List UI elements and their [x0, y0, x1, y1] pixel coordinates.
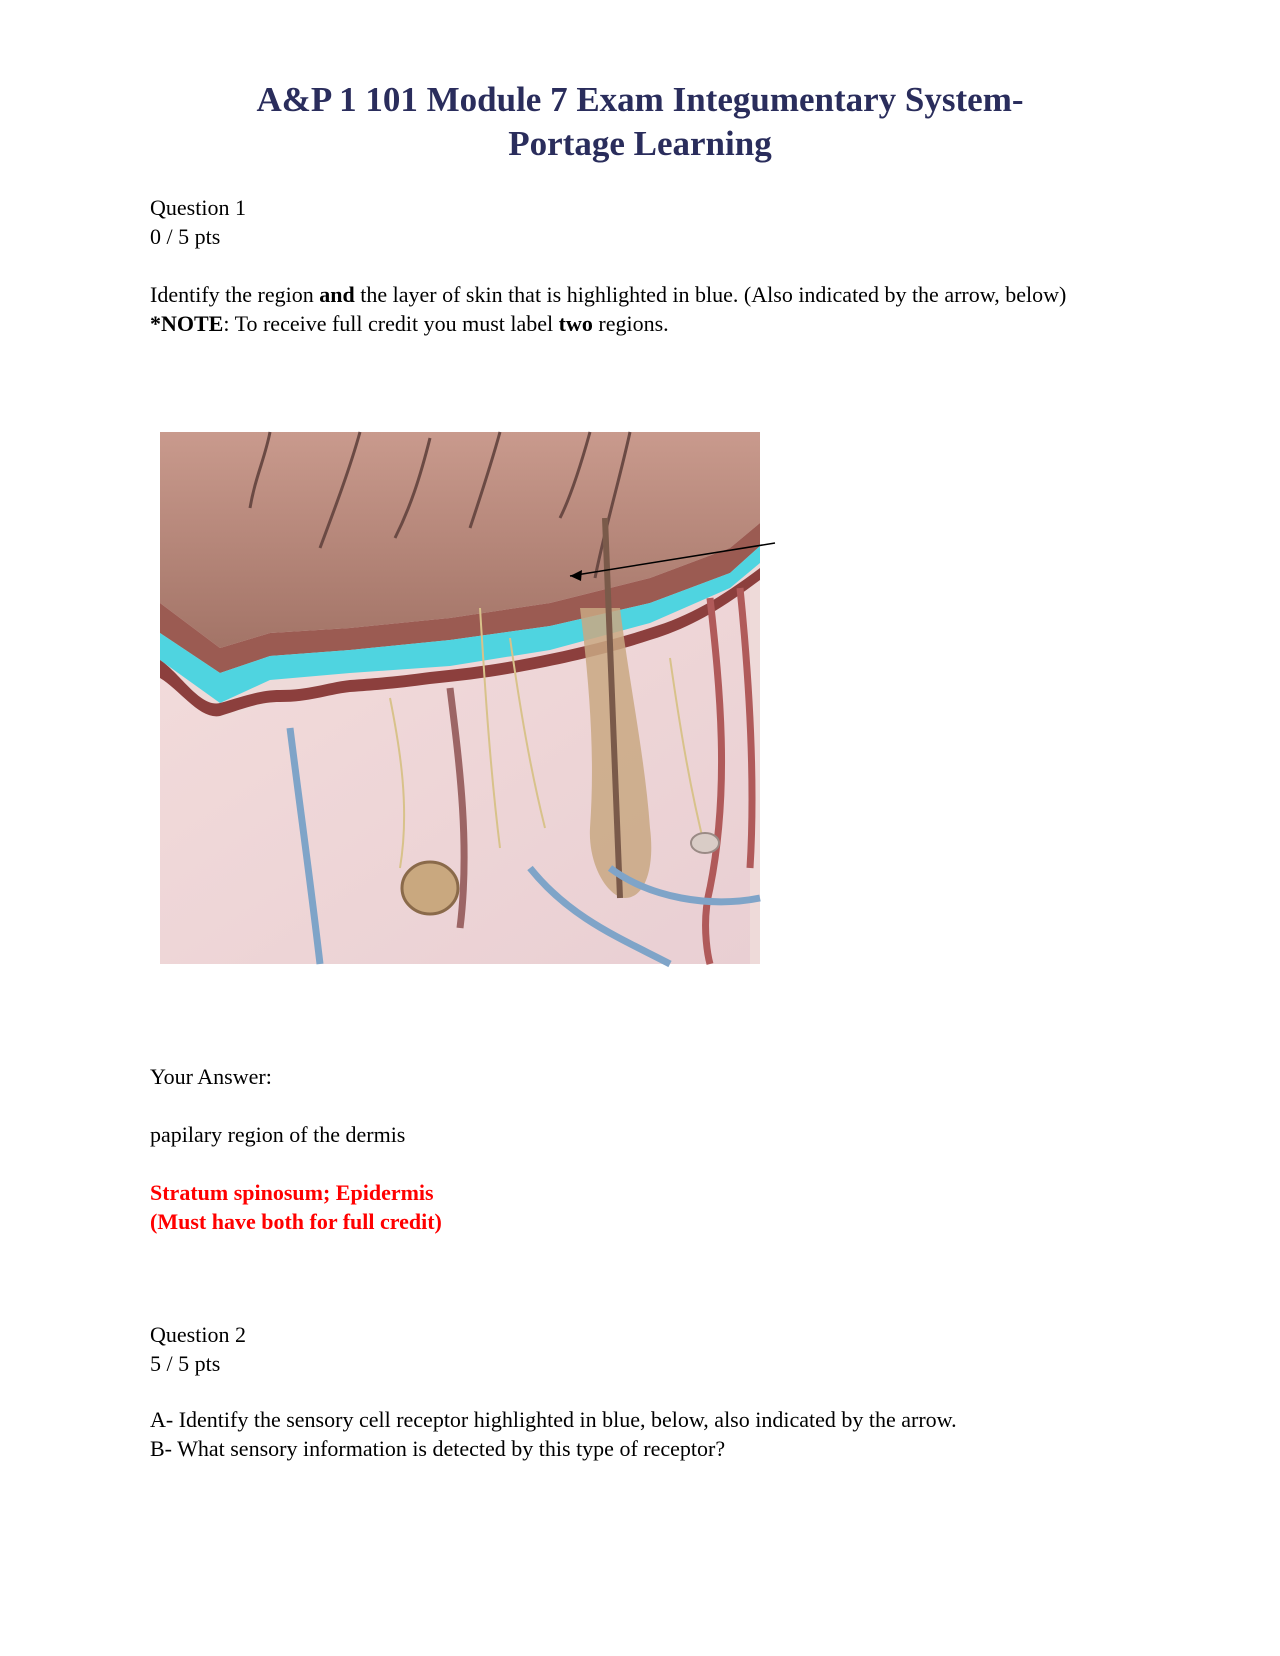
title-line-2: Portage Learning — [508, 124, 772, 163]
sweat-gland — [402, 862, 458, 914]
your-answer-text: papilary region of the dermis — [150, 1122, 406, 1147]
question-2-header — [150, 1320, 246, 1378]
question-1-prompt — [150, 280, 1140, 338]
your-answer-label: Your Answer: — [150, 1064, 272, 1089]
question-2-prompt-a: A- Identify the sensory cell receptor highlighted in blue, below, also indicated by the arrow. — [150, 1407, 957, 1432]
sensory-receptor — [691, 833, 719, 853]
question-2-label: Question 2 — [150, 1322, 246, 1347]
prompt-bold-two: two — [558, 311, 593, 336]
prompt-text-2: the layer of skin that is highlighted in blue. (Also indicated by the arrow, below) — [354, 282, 1067, 307]
question-1-prompt-text — [150, 280, 1140, 338]
question-2-prompt-b: B- What sensory information is detected by this type of receptor? — [150, 1436, 726, 1461]
skin-cross-section-image — [150, 428, 810, 968]
prompt-text-4: regions. — [592, 311, 669, 336]
prompt-bold-note: *NOTE — [150, 311, 224, 336]
prompt-text-3: : To receive full credit you must label — [223, 311, 559, 336]
question-2-prompt — [150, 1405, 1150, 1463]
document-title — [120, 78, 1160, 166]
question-1-label: Question 1 — [150, 195, 246, 220]
prompt-bold-and: and — [319, 282, 355, 307]
question-2-score: 5 / 5 pts — [150, 1351, 221, 1376]
correct-answer: Stratum spinosum; Epidermis (Must have both for full credit) — [150, 1180, 442, 1234]
question-1-header — [150, 193, 246, 251]
prompt-text-1: Identify the region — [150, 282, 320, 307]
question-1-score: 0 / 5 pts — [150, 224, 221, 249]
title-line-1: A&P 1 101 Module 7 Exam Integumentary System- — [256, 80, 1024, 119]
